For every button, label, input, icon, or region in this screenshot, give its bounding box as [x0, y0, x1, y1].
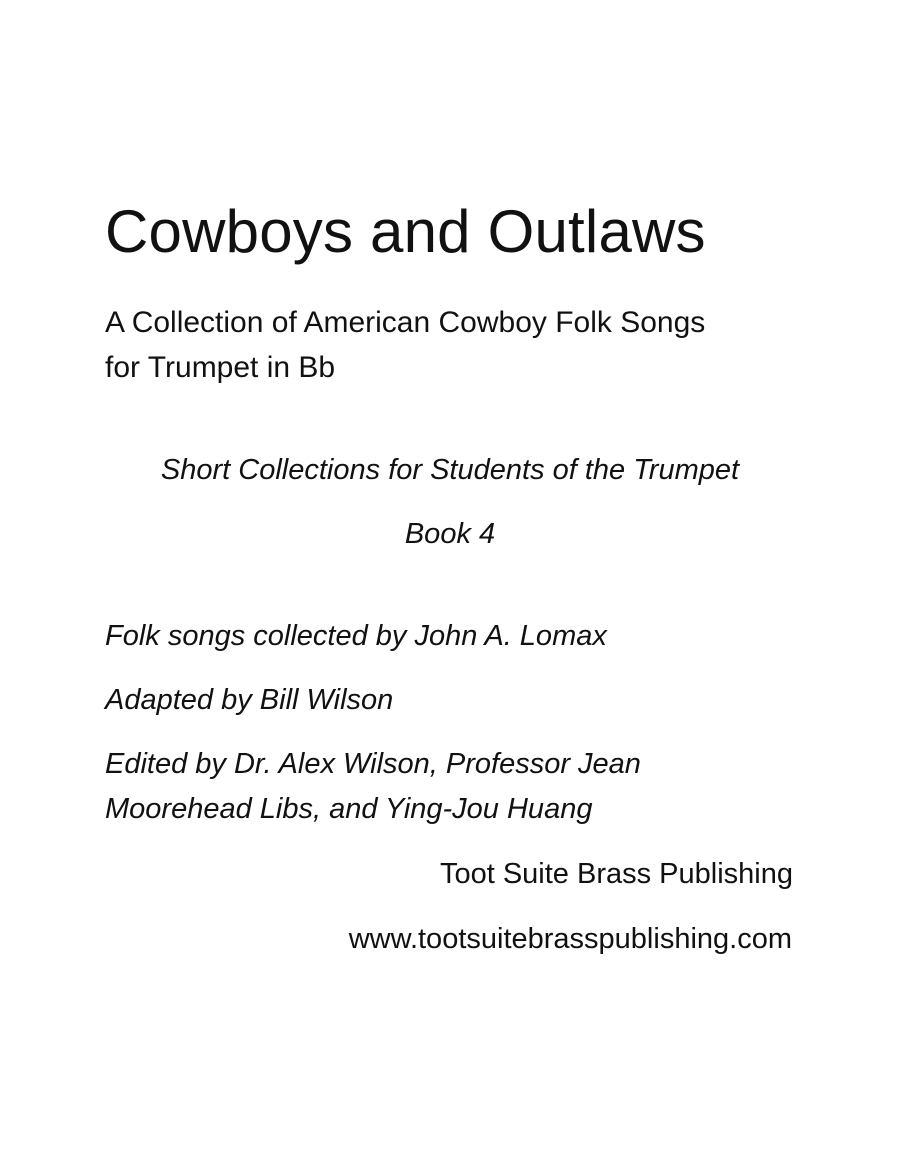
credit-adapted-by: Adapted by Bill Wilson	[105, 684, 394, 716]
document-title: Cowboys and Outlaws	[105, 198, 706, 265]
publisher-website: www.tootsuitebrasspublishing.com	[348, 923, 792, 955]
credit-edited-by	[105, 742, 641, 832]
subtitle-line-2: for Trumpet in Bb	[105, 351, 336, 384]
subtitle-line-1: A Collection of American Cowboy Folk Songs	[105, 306, 706, 339]
book-number: Book 4	[404, 518, 496, 550]
credit-edited-line-1: Edited by Dr. Alex Wilson, Professor Jean	[105, 748, 641, 780]
series-title: Short Collections for Students of the Trumpet	[160, 454, 740, 486]
credit-collected-by: Folk songs collected by John A. Lomax	[105, 620, 607, 652]
publisher-name: Toot Suite Brass Publishing	[439, 858, 793, 890]
credit-edited-line-2: Moorehead Libs, and Ying-Jou Huang	[105, 793, 593, 825]
document-subtitle	[105, 300, 705, 390]
